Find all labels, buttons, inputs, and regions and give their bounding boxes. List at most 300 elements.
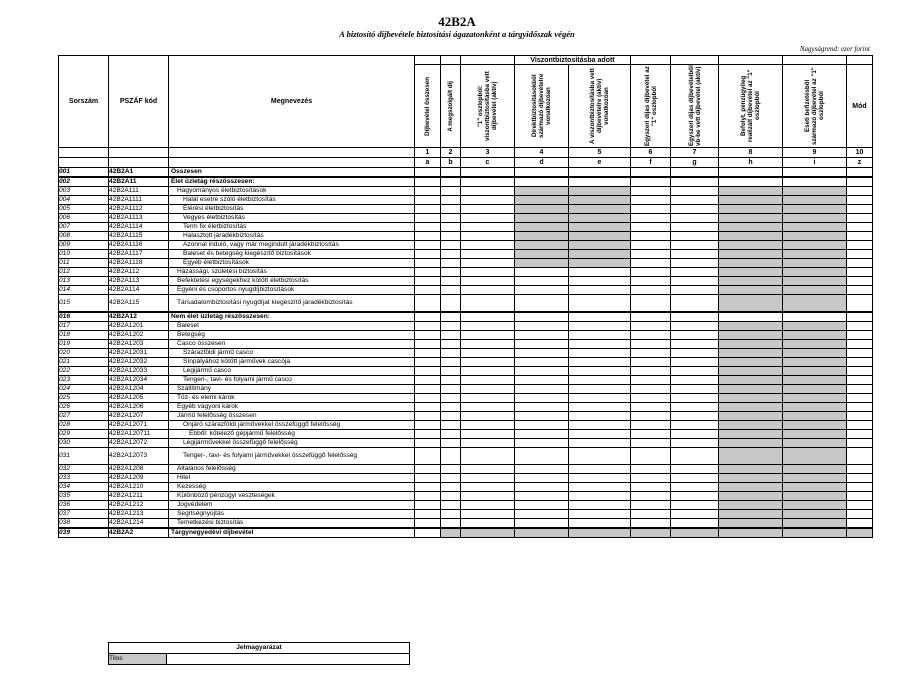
cell-input[interactable] xyxy=(441,429,461,438)
cell-input[interactable] xyxy=(415,500,441,509)
cell-input[interactable] xyxy=(671,518,719,528)
cell-input[interactable] xyxy=(461,429,515,438)
cell-input[interactable] xyxy=(415,295,441,312)
cell-input[interactable] xyxy=(515,491,569,500)
cell-input[interactable] xyxy=(719,168,783,178)
cell-input[interactable] xyxy=(569,339,631,348)
cell-input[interactable] xyxy=(461,187,515,196)
cell-input[interactable] xyxy=(847,366,873,375)
cell-input[interactable] xyxy=(847,232,873,241)
cell-input[interactable] xyxy=(415,402,441,411)
cell-input[interactable] xyxy=(671,366,719,375)
cell-input[interactable] xyxy=(441,321,461,330)
cell-input[interactable] xyxy=(847,277,873,286)
cell-input[interactable] xyxy=(783,168,847,178)
cell-input[interactable] xyxy=(631,509,671,518)
cell-input[interactable] xyxy=(569,168,631,178)
cell-input[interactable] xyxy=(515,447,569,464)
row-megnevezes: Légijárművekkel összefüggő felelősség xyxy=(169,438,415,447)
cell-input[interactable] xyxy=(671,482,719,491)
cell-input[interactable] xyxy=(671,348,719,357)
cell-input[interactable] xyxy=(847,259,873,268)
cell-input[interactable] xyxy=(461,177,515,187)
cell-input[interactable] xyxy=(671,447,719,464)
cell-input[interactable] xyxy=(847,241,873,250)
cell-input[interactable] xyxy=(671,223,719,232)
cell-input[interactable] xyxy=(569,411,631,420)
cell-input[interactable] xyxy=(847,205,873,214)
cell-input[interactable] xyxy=(461,268,515,277)
cell-input[interactable] xyxy=(671,384,719,393)
cell-input[interactable] xyxy=(569,429,631,438)
cell-input[interactable] xyxy=(461,411,515,420)
cell-input[interactable] xyxy=(415,168,441,178)
cell-input[interactable] xyxy=(441,168,461,178)
cell-input[interactable] xyxy=(631,339,671,348)
cell-input[interactable] xyxy=(671,177,719,187)
cell-input[interactable] xyxy=(441,339,461,348)
cell-input[interactable] xyxy=(461,393,515,402)
cell-input[interactable] xyxy=(441,250,461,259)
cell-input[interactable] xyxy=(671,168,719,178)
cell-input[interactable] xyxy=(441,375,461,384)
cell-input[interactable] xyxy=(441,402,461,411)
cell-input[interactable] xyxy=(415,528,441,538)
cell-input[interactable] xyxy=(569,384,631,393)
cell-input[interactable] xyxy=(461,438,515,447)
cell-input[interactable] xyxy=(441,384,461,393)
cell-input[interactable] xyxy=(415,482,441,491)
cell-input[interactable] xyxy=(569,438,631,447)
cell-input[interactable] xyxy=(441,518,461,528)
cell-input[interactable] xyxy=(441,393,461,402)
cell-input[interactable] xyxy=(415,177,441,187)
cell-input[interactable] xyxy=(847,411,873,420)
cell-input[interactable] xyxy=(847,402,873,411)
cell-input[interactable] xyxy=(461,473,515,482)
cell-input[interactable] xyxy=(441,196,461,205)
cell-input[interactable] xyxy=(847,168,873,178)
cell-input[interactable] xyxy=(847,268,873,277)
cell-input[interactable] xyxy=(461,339,515,348)
cell-input[interactable] xyxy=(441,241,461,250)
cell-input[interactable] xyxy=(441,286,461,295)
cell-input[interactable] xyxy=(671,464,719,473)
cell-input[interactable] xyxy=(719,177,783,187)
cell-input[interactable] xyxy=(671,312,719,322)
cell-input[interactable] xyxy=(515,393,569,402)
cell-input[interactable] xyxy=(631,464,671,473)
cell-input[interactable] xyxy=(671,509,719,518)
cell-input[interactable] xyxy=(847,223,873,232)
cell-input[interactable] xyxy=(631,438,671,447)
cell-input[interactable] xyxy=(671,339,719,348)
cell-input[interactable] xyxy=(461,375,515,384)
cell-input[interactable] xyxy=(515,295,569,312)
cell-input[interactable] xyxy=(461,241,515,250)
cell-input[interactable] xyxy=(415,339,441,348)
cell-input[interactable] xyxy=(515,339,569,348)
cell-input[interactable] xyxy=(415,286,441,295)
cell-input[interactable] xyxy=(415,187,441,196)
cell-input[interactable] xyxy=(415,196,441,205)
cell-input[interactable] xyxy=(671,402,719,411)
cell-input[interactable] xyxy=(847,375,873,384)
cell-input[interactable] xyxy=(441,205,461,214)
cell-input[interactable] xyxy=(415,232,441,241)
cell-input[interactable] xyxy=(847,491,873,500)
cell-input[interactable] xyxy=(631,491,671,500)
cell-input[interactable] xyxy=(515,384,569,393)
cell-input[interactable] xyxy=(847,509,873,518)
cell-input[interactable] xyxy=(441,482,461,491)
cell-input[interactable] xyxy=(631,168,671,178)
cell-input[interactable] xyxy=(415,277,441,286)
cell-input[interactable] xyxy=(569,491,631,500)
cell-input[interactable] xyxy=(415,241,441,250)
cell-input[interactable] xyxy=(847,330,873,339)
cell-input[interactable] xyxy=(671,286,719,295)
cell-input[interactable] xyxy=(847,429,873,438)
cell-input[interactable] xyxy=(671,187,719,196)
cell-input[interactable] xyxy=(847,420,873,429)
cell-input[interactable] xyxy=(569,177,631,187)
cell-input[interactable] xyxy=(631,500,671,509)
cell-input[interactable] xyxy=(631,277,671,286)
cell-input[interactable] xyxy=(631,214,671,223)
cell-input[interactable] xyxy=(461,509,515,518)
cell-input[interactable] xyxy=(847,214,873,223)
cell-input[interactable] xyxy=(847,295,873,312)
cell-input[interactable] xyxy=(515,321,569,330)
cell-input[interactable] xyxy=(461,312,515,322)
cell-input[interactable] xyxy=(441,177,461,187)
cell-input[interactable] xyxy=(441,411,461,420)
cell-input[interactable] xyxy=(631,187,671,196)
cell-input[interactable] xyxy=(461,168,515,178)
cell-input[interactable] xyxy=(415,509,441,518)
cell-input[interactable] xyxy=(441,277,461,286)
cell-input[interactable] xyxy=(671,500,719,509)
cell-input[interactable] xyxy=(631,375,671,384)
cell-input[interactable] xyxy=(461,402,515,411)
cell-input[interactable] xyxy=(441,509,461,518)
cell-input[interactable] xyxy=(415,330,441,339)
cell-input[interactable] xyxy=(461,366,515,375)
cell-tilos xyxy=(783,348,847,357)
cell-input[interactable] xyxy=(671,411,719,420)
cell-input[interactable] xyxy=(569,509,631,518)
cell-input[interactable] xyxy=(415,447,441,464)
cell-input[interactable] xyxy=(415,438,441,447)
cell-tilos xyxy=(515,250,569,259)
cell-input[interactable] xyxy=(847,438,873,447)
cell-input[interactable] xyxy=(569,357,631,366)
cell-input[interactable] xyxy=(515,473,569,482)
cell-input[interactable] xyxy=(515,366,569,375)
cell-input[interactable] xyxy=(515,482,569,491)
cell-input[interactable] xyxy=(569,321,631,330)
cell-input[interactable] xyxy=(631,447,671,464)
cell-input[interactable] xyxy=(569,464,631,473)
cell-input[interactable] xyxy=(847,447,873,464)
cell-input[interactable] xyxy=(415,321,441,330)
cell-input[interactable] xyxy=(631,384,671,393)
cell-input[interactable] xyxy=(415,518,441,528)
cell-input[interactable] xyxy=(631,518,671,528)
cell-input[interactable] xyxy=(847,339,873,348)
cell-input[interactable] xyxy=(461,205,515,214)
cell-input[interactable] xyxy=(631,295,671,312)
cell-input[interactable] xyxy=(515,348,569,357)
cell-input[interactable] xyxy=(631,473,671,482)
cell-input[interactable] xyxy=(631,312,671,322)
cell-input[interactable] xyxy=(719,312,783,322)
cell-input[interactable] xyxy=(515,277,569,286)
cell-input[interactable] xyxy=(461,330,515,339)
cell-input[interactable] xyxy=(461,491,515,500)
cell-input[interactable] xyxy=(569,312,631,322)
cell-input[interactable] xyxy=(461,232,515,241)
cell-input[interactable] xyxy=(441,232,461,241)
cell-input[interactable] xyxy=(569,518,631,528)
cell-input[interactable] xyxy=(515,500,569,509)
cell-input[interactable] xyxy=(441,214,461,223)
cell-input[interactable] xyxy=(847,321,873,330)
cell-input[interactable] xyxy=(671,473,719,482)
cell-input[interactable] xyxy=(515,268,569,277)
cell-input[interactable] xyxy=(461,286,515,295)
cell-input[interactable] xyxy=(515,438,569,447)
cell-input[interactable] xyxy=(569,500,631,509)
cell-input[interactable] xyxy=(441,420,461,429)
cell-input[interactable] xyxy=(847,177,873,187)
cell-input[interactable] xyxy=(515,177,569,187)
cell-input[interactable] xyxy=(783,312,847,322)
cell-input[interactable] xyxy=(415,312,441,322)
cell-input[interactable] xyxy=(415,491,441,500)
cell-input[interactable] xyxy=(569,366,631,375)
cell-input[interactable] xyxy=(671,420,719,429)
cell-input[interactable] xyxy=(415,375,441,384)
cell-input[interactable] xyxy=(631,321,671,330)
cell-input[interactable] xyxy=(671,214,719,223)
cell-input[interactable] xyxy=(415,420,441,429)
cell-input[interactable] xyxy=(441,223,461,232)
cell-input[interactable] xyxy=(569,295,631,312)
cell-input[interactable] xyxy=(515,420,569,429)
cell-input[interactable] xyxy=(515,509,569,518)
cell-input[interactable] xyxy=(671,330,719,339)
cell-input[interactable] xyxy=(441,438,461,447)
cell-input[interactable] xyxy=(515,429,569,438)
cell-input[interactable] xyxy=(415,357,441,366)
cell-input[interactable] xyxy=(631,259,671,268)
cell-input[interactable] xyxy=(441,491,461,500)
cell-input[interactable] xyxy=(783,177,847,187)
cell-input[interactable] xyxy=(671,196,719,205)
cell-input[interactable] xyxy=(461,321,515,330)
cell-input[interactable] xyxy=(631,482,671,491)
cell-input[interactable] xyxy=(847,187,873,196)
cell-input[interactable] xyxy=(461,250,515,259)
cell-input[interactable] xyxy=(515,518,569,528)
cell-input[interactable] xyxy=(569,402,631,411)
cell-input[interactable] xyxy=(461,259,515,268)
cell-input[interactable] xyxy=(671,438,719,447)
cell-input[interactable] xyxy=(671,375,719,384)
cell-input[interactable] xyxy=(461,196,515,205)
cell-input[interactable] xyxy=(671,277,719,286)
cell-input[interactable] xyxy=(671,241,719,250)
cell-input[interactable] xyxy=(631,250,671,259)
cell-input[interactable] xyxy=(569,482,631,491)
cell-input[interactable] xyxy=(415,429,441,438)
cell-input[interactable] xyxy=(461,223,515,232)
row-sorszam: 039 xyxy=(59,528,109,538)
cell-input[interactable] xyxy=(569,375,631,384)
cell-input[interactable] xyxy=(671,429,719,438)
cell-input[interactable] xyxy=(847,482,873,491)
cell-input[interactable] xyxy=(631,205,671,214)
cell-input[interactable] xyxy=(569,277,631,286)
cell-input[interactable] xyxy=(631,366,671,375)
cell-input[interactable] xyxy=(415,223,441,232)
cell-input[interactable] xyxy=(569,348,631,357)
cell-input[interactable] xyxy=(631,268,671,277)
cell-input[interactable] xyxy=(631,393,671,402)
cell-input[interactable] xyxy=(461,500,515,509)
cell-input[interactable] xyxy=(515,330,569,339)
cell-input[interactable] xyxy=(631,196,671,205)
header-col8: Befolyt, pénzügyileg realizált díjbevétel az "1" oszlopból xyxy=(719,65,783,148)
cell-input[interactable] xyxy=(847,464,873,473)
cell-input[interactable] xyxy=(441,312,461,322)
cell-input[interactable] xyxy=(847,250,873,259)
cell-input[interactable] xyxy=(461,214,515,223)
cell-input[interactable] xyxy=(631,357,671,366)
cell-input[interactable] xyxy=(441,366,461,375)
cell-input[interactable] xyxy=(631,420,671,429)
cell-input[interactable] xyxy=(671,357,719,366)
cell-input[interactable] xyxy=(671,259,719,268)
cell-input[interactable] xyxy=(415,411,441,420)
cell-input[interactable] xyxy=(415,348,441,357)
cell-input[interactable] xyxy=(415,250,441,259)
cell-input[interactable] xyxy=(631,429,671,438)
cell-input[interactable] xyxy=(515,286,569,295)
cell-input[interactable] xyxy=(847,384,873,393)
cell-input[interactable] xyxy=(515,411,569,420)
cell-input[interactable] xyxy=(461,357,515,366)
cell-input[interactable] xyxy=(847,500,873,509)
cell-input[interactable] xyxy=(461,420,515,429)
cell-input[interactable] xyxy=(847,286,873,295)
cell-input[interactable] xyxy=(631,330,671,339)
cell-input[interactable] xyxy=(569,420,631,429)
cell-input[interactable] xyxy=(631,177,671,187)
cell-input[interactable] xyxy=(415,464,441,473)
cell-input[interactable] xyxy=(569,330,631,339)
cell-input[interactable] xyxy=(461,295,515,312)
cell-input[interactable] xyxy=(515,312,569,322)
cell-input[interactable] xyxy=(461,277,515,286)
cell-input[interactable] xyxy=(441,259,461,268)
cell-input[interactable] xyxy=(631,232,671,241)
cell-input[interactable] xyxy=(415,473,441,482)
cell-input[interactable] xyxy=(671,393,719,402)
cell-input[interactable] xyxy=(515,357,569,366)
cell-input[interactable] xyxy=(461,464,515,473)
cell-input[interactable] xyxy=(847,473,873,482)
cell-input[interactable] xyxy=(515,168,569,178)
cell-input[interactable] xyxy=(569,268,631,277)
cell-input[interactable] xyxy=(441,330,461,339)
cell-input[interactable] xyxy=(631,223,671,232)
cell-input[interactable] xyxy=(671,232,719,241)
cell-input[interactable] xyxy=(415,259,441,268)
cell-input[interactable] xyxy=(441,464,461,473)
cell-input[interactable] xyxy=(415,268,441,277)
cell-input[interactable] xyxy=(847,348,873,357)
cell-input[interactable] xyxy=(515,375,569,384)
cell-input[interactable] xyxy=(631,348,671,357)
cell-tilos xyxy=(569,214,631,223)
cell-input[interactable] xyxy=(415,393,441,402)
cell-input[interactable] xyxy=(415,366,441,375)
cell-input[interactable] xyxy=(847,312,873,322)
cell-input[interactable] xyxy=(461,518,515,528)
cell-input[interactable] xyxy=(441,268,461,277)
cell-input[interactable] xyxy=(569,447,631,464)
cell-input[interactable] xyxy=(461,384,515,393)
cell-input[interactable] xyxy=(515,402,569,411)
cell-input[interactable] xyxy=(515,464,569,473)
cell-input[interactable] xyxy=(441,187,461,196)
cell-input[interactable] xyxy=(847,518,873,528)
cell-input[interactable] xyxy=(569,286,631,295)
cell-input[interactable] xyxy=(441,295,461,312)
cell-input[interactable] xyxy=(671,321,719,330)
cell-input[interactable] xyxy=(847,357,873,366)
cell-input[interactable] xyxy=(441,473,461,482)
cell-input[interactable] xyxy=(441,500,461,509)
row-sorszam: 004 xyxy=(59,196,109,205)
cell-input[interactable] xyxy=(671,268,719,277)
cell-input[interactable] xyxy=(461,447,515,464)
cell-input[interactable] xyxy=(631,402,671,411)
cell-input[interactable] xyxy=(415,384,441,393)
cell-input[interactable] xyxy=(671,250,719,259)
cell-input[interactable] xyxy=(415,214,441,223)
cell-input[interactable] xyxy=(631,241,671,250)
cell-input[interactable] xyxy=(461,348,515,357)
cell-input[interactable] xyxy=(847,196,873,205)
cell-input[interactable] xyxy=(847,393,873,402)
cell-input[interactable] xyxy=(441,348,461,357)
cell-input[interactable] xyxy=(631,411,671,420)
cell-input[interactable] xyxy=(441,357,461,366)
cell-input[interactable] xyxy=(671,491,719,500)
cell-input[interactable] xyxy=(569,473,631,482)
cell-input[interactable] xyxy=(461,482,515,491)
cell-input[interactable] xyxy=(415,205,441,214)
cell-input[interactable] xyxy=(631,286,671,295)
cell-input[interactable] xyxy=(671,295,719,312)
cell-input[interactable] xyxy=(569,393,631,402)
cell-input[interactable] xyxy=(671,205,719,214)
cell-input[interactable] xyxy=(441,447,461,464)
